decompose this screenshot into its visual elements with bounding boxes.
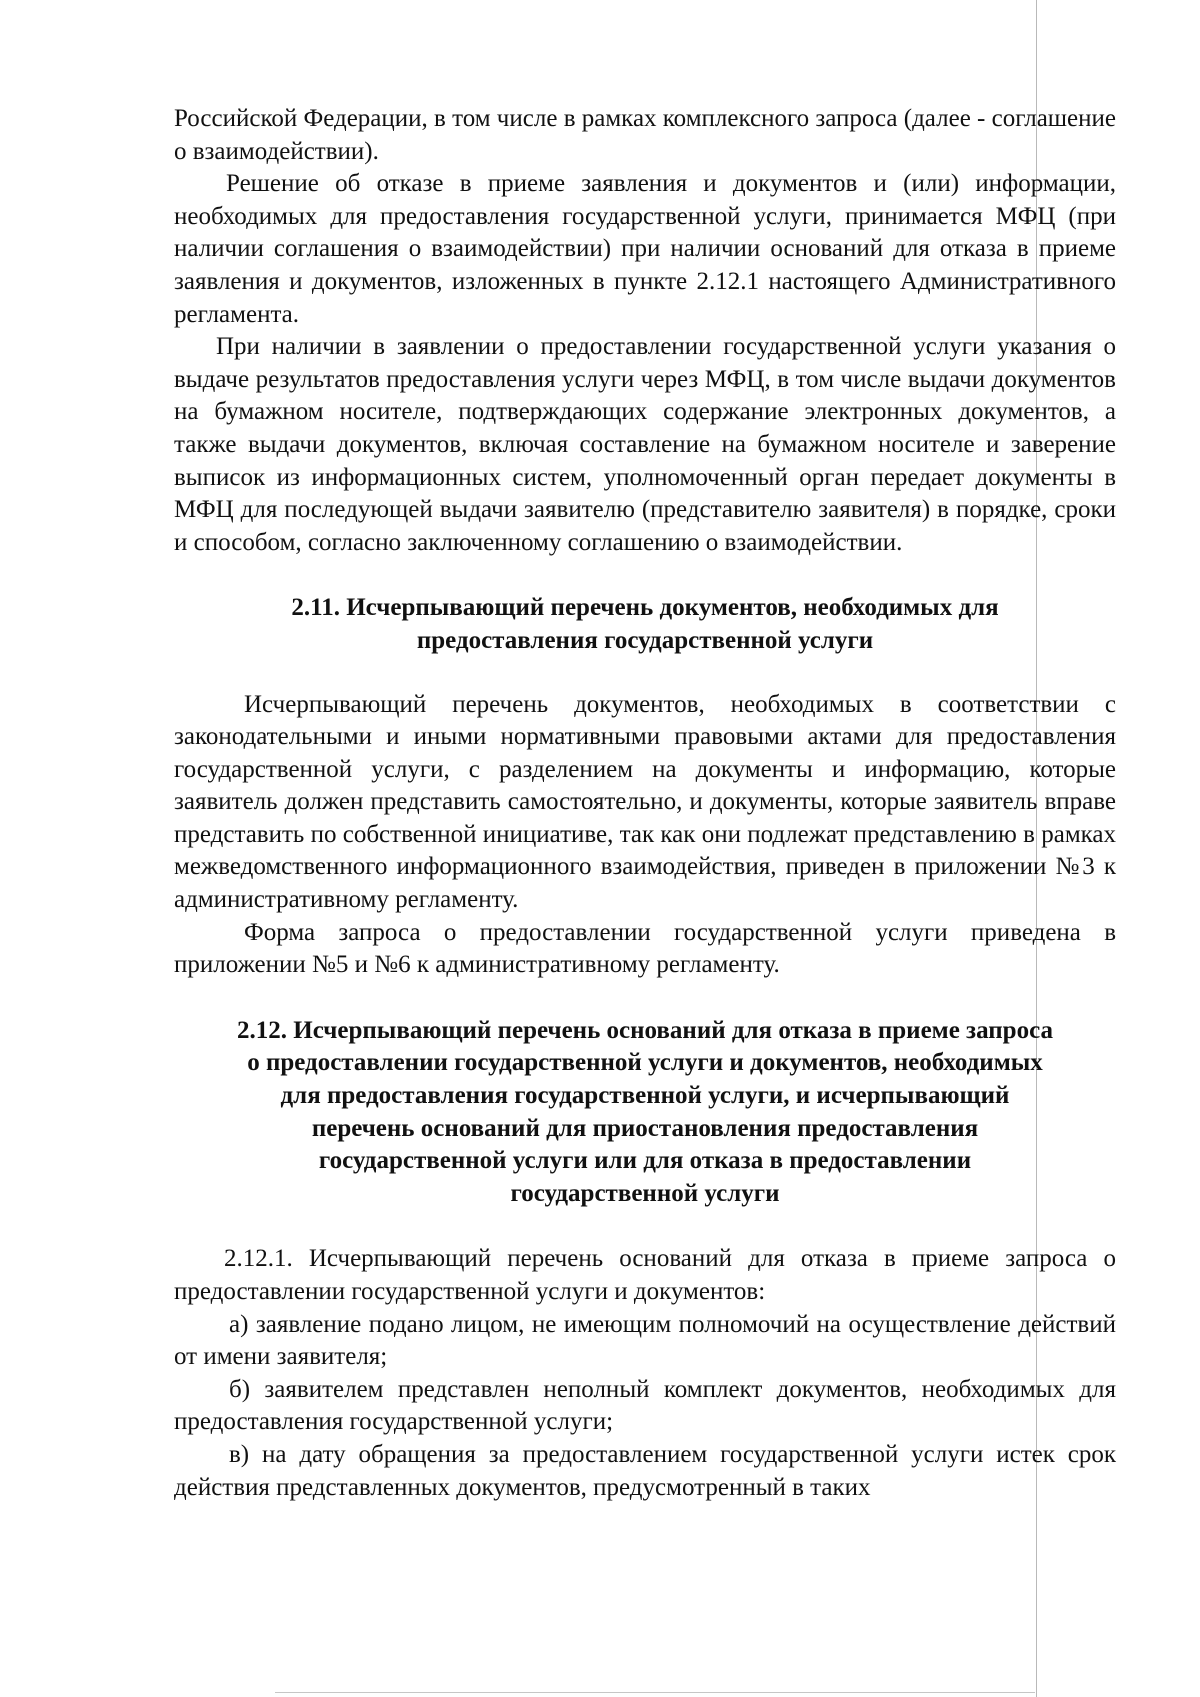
section-heading-2-12-line-2: о предоставлении государственной услуги и документов, необходимых — [247, 1049, 1043, 1077]
list-item-b: б) заявителем представлен неполный комплект документов, необходимых для предоставления государственной услуги; — [174, 1375, 1116, 1436]
paragraph-request-form: Форма запроса о предоставлении государственной услуги приведена в приложении №5 и №6 к административному регламенту. — [174, 918, 1116, 979]
section-heading-2-12-line-6: государственной услуги — [510, 1179, 780, 1207]
section-heading-2-11-line-1: 2.11. Исчерпывающий перечень документов, необходимых для — [291, 594, 999, 622]
paragraph-refusal-decision: Решение об отказе в приеме заявления и документов и (или) информации, необходимых для предоставления государственной услуги, принимается МФЦ (при наличии соглашения о взаимодействии) при наличии оснований для отказа в приеме заявления и документов, изложенных в пункте 2.12.1 настоящего Административного регламента. — [174, 170, 1116, 328]
section-heading-2-12-line-5: государственной услуги или для отказа в предоставлении — [318, 1147, 972, 1175]
section-heading-2-12-line-1: 2.12. Исчерпывающий перечень оснований для отказа в приеме запроса — [237, 1016, 1053, 1044]
paragraph-documents-list: Исчерпывающий перечень документов, необходимых в соответствии с законодательными и иными нормативными правовыми актами для предоставления государственной услуги, с разделением на документы и информацию, которые заявитель должен представить самостоятельно, и документы, которые заявитель вправе представить по собственной инициативе, так как они подлежат представлению в рамках межведомственного информационного взаимодействия, приведен в приложении №3 к административному регламенту. — [174, 690, 1116, 914]
bottom-rule — [275, 1692, 1035, 1693]
paragraph-mfc-delivery: При наличии в заявлении о предоставлении государственной услуги указания о выдаче результатов предоставления услуги через МФЦ, в том числе выдачи документов на бумажном носителе, подтверждающих содержание электронных документов, а также выдачи документов, включая составление на бумажном носителе и заверение выписок из информационных систем, уполномоченный орган передает документы в МФЦ для последующей выдачи заявителю (представителю заявителя) в порядке, сроки и способом, согласно заключенному соглашению о взаимодействии. — [174, 333, 1116, 556]
section-heading-2-12-line-3: для предоставления государственной услуги, и исчерпывающий — [280, 1082, 1010, 1110]
section-heading-2-12-line-4: перечень оснований для приостановления предоставления — [311, 1114, 979, 1142]
list-item-v: в) на дату обращения за предоставлением государственной услуги истек срок действия представленных документов, предусмотренный в таких — [174, 1440, 1116, 1501]
spacer — [174, 1210, 1116, 1243]
paragraph-2-12-1: 2.12.1. Исчерпывающий перечень оснований для отказа в приеме запроса о предоставлении государственной услуги и документов: — [174, 1245, 1116, 1305]
paragraph-agreement-continuation: Российской Федерации, в том числе в рамках комплексного запроса (далее - соглашение о взаимодействии). — [174, 105, 1116, 165]
section-heading-2-11-line-2: предоставления государственной услуги — [416, 626, 874, 654]
spacer — [174, 559, 1116, 592]
section-heading-2-11 — [174, 592, 1116, 657]
spacer — [174, 658, 1116, 689]
document-body — [174, 103, 1116, 1504]
list-item-a: а) заявление подано лицом, не имеющим полномочий на осуществление действий от имени заявителя; — [174, 1310, 1116, 1371]
section-heading-2-12 — [174, 1015, 1116, 1211]
spacer — [174, 982, 1116, 1015]
